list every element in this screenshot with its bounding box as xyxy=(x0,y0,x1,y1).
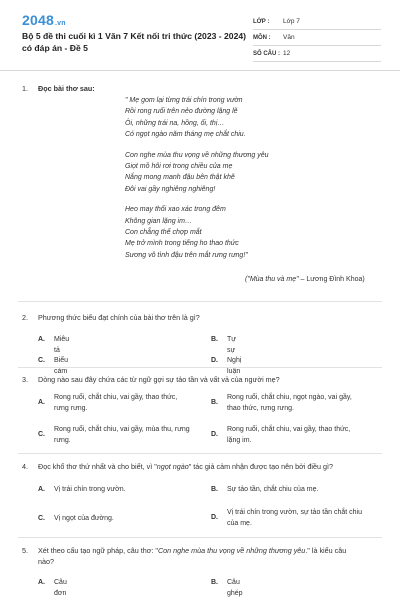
question-text-part: Đọc khổ thơ thứ nhất và cho biết, vì " xyxy=(38,462,157,471)
option-letter: D. xyxy=(211,431,218,438)
question-text-emphasis: Con nghe mùa thu vọng về những thương yêu xyxy=(157,546,306,555)
option-line: Rong ruổi, chắt chiu, ngọt ngào, vai gầy, xyxy=(227,394,352,401)
question-text-part: nào? xyxy=(38,557,54,566)
option-letter: A. xyxy=(38,579,45,586)
exam-meta xyxy=(253,14,381,62)
meta-value[interactable]: Văn xyxy=(283,34,295,41)
poem-line: Heo may thổi xao xác trong đêm xyxy=(125,206,226,214)
meta-row-subject xyxy=(253,30,381,46)
option-line: lặng im. xyxy=(227,437,252,444)
poem-source-author: – Lương Đình Khoa) xyxy=(298,276,365,283)
poem-source xyxy=(245,276,365,283)
question-number: 5. xyxy=(22,546,28,555)
option-text xyxy=(227,507,392,529)
poem-line: Có ngọt ngào năm tháng mẹ chắt chiu. xyxy=(125,131,246,139)
poem-stanza xyxy=(125,95,268,141)
option-text: Vị trái chín trong vườn. xyxy=(54,486,126,493)
option-line: Rong ruổi, chắt chiu, vai gầy, thao thức, xyxy=(54,394,178,401)
meta-value[interactable]: Lớp 7 xyxy=(283,18,300,25)
option-letter: D. xyxy=(211,514,218,521)
poem-stanza xyxy=(125,150,268,196)
option-letter: B. xyxy=(211,579,218,586)
option-letter: A. xyxy=(38,336,45,343)
question-number: 1. xyxy=(22,84,28,93)
poem-line: Giọt mồ hôi rơi trong chiều của mẹ xyxy=(125,163,233,171)
option-line: rưng rưng. xyxy=(54,405,88,412)
option-letter: C. xyxy=(38,515,45,522)
option-line: của mẹ. xyxy=(227,520,252,527)
poem-line: " Mẹ gom lại từng trái chín trong vườn xyxy=(125,97,243,104)
meta-label: SỐ CÂU : xyxy=(253,50,280,57)
poem-line: Con nghe mùa thu vọng về những thương yêu xyxy=(125,151,269,159)
poem-stanza xyxy=(125,204,268,261)
option-text: Sự tảo tần, chắt chiu của mẹ. xyxy=(227,486,319,493)
page-header xyxy=(0,0,400,71)
question-text: Đọc bài thơ sau: xyxy=(38,84,95,93)
option-letter: D. xyxy=(211,357,218,364)
divider xyxy=(18,453,382,454)
option-line: Rong ruổi, chắt chiu, vai gầy, thao thức, xyxy=(227,426,351,433)
meta-label: LỚP : xyxy=(253,18,270,25)
question-number: 4. xyxy=(22,462,28,471)
poem-line: Mẹ trở mình trong tiếng ho thao thức xyxy=(125,240,239,248)
poem-line: Đôi vai gầy nghiêng nghiêng! xyxy=(125,185,216,193)
poem-line: Rồi rong ruổi trên nẻo đường lặng lẽ xyxy=(125,108,238,116)
meta-row-count xyxy=(253,46,381,62)
meta-label: MÔN : xyxy=(253,34,271,41)
question-text xyxy=(38,461,383,472)
option-line: Vị trái chín trong vườn, sự tảo tần chắt chiu xyxy=(227,509,362,516)
question-text-part: " tác giả cảm nhận được tạo nên bởi điều gì? xyxy=(188,462,334,471)
question-text xyxy=(38,545,383,567)
divider xyxy=(18,367,382,368)
option-text xyxy=(227,424,387,446)
option-letter: C. xyxy=(38,431,45,438)
option-text: Tự sự xyxy=(227,336,236,354)
question-text: Phương thức biểu đạt chính của bài thơ trên là gì? xyxy=(38,313,200,322)
poem-source-title: ("Mùa thu và mẹ" xyxy=(245,276,299,283)
logo-text: 2048 xyxy=(22,12,54,28)
option-letter: B. xyxy=(211,486,218,493)
option-text: Câu đơn xyxy=(54,579,67,597)
poem-line: Nắng mong manh đậu bên thật khẽ xyxy=(125,174,235,182)
option-line: Rong ruổi, chắt chiu, vai gầy, mùa thu, rưng xyxy=(54,426,190,433)
option-text xyxy=(54,424,214,446)
poem-line: Con chẳng thể chợp mắt xyxy=(125,229,202,237)
question-number: 3. xyxy=(22,375,28,384)
question-text-part: ." là kiểu câu xyxy=(305,546,347,555)
option-letter: A. xyxy=(38,399,45,406)
option-line: rưng. xyxy=(54,437,71,444)
option-letter: B. xyxy=(211,336,218,343)
question-number: 2. xyxy=(22,313,28,322)
question-text-part: Xét theo cấu tạo ngữ pháp, câu thơ: " xyxy=(38,546,158,555)
meta-row-grade xyxy=(253,14,381,30)
option-letter: B. xyxy=(211,399,218,406)
option-letter: A. xyxy=(38,486,45,493)
option-text: Biểu cảm xyxy=(54,357,69,375)
option-text xyxy=(227,392,387,414)
option-text: Câu ghép xyxy=(227,579,243,597)
meta-value: 12 xyxy=(283,50,291,57)
poem-line: Không gian lặng im… xyxy=(125,217,192,225)
site-logo[interactable] xyxy=(22,12,66,28)
poem-line: Sương vô tình đậu trên mắt rưng rưng!" xyxy=(125,251,248,259)
divider xyxy=(18,537,382,538)
option-text: Vị ngọt của đường. xyxy=(54,515,114,522)
poem xyxy=(125,95,268,270)
option-line: thao thức, rưng rưng. xyxy=(227,405,294,412)
page-title: Bộ 5 đề thi cuối kì 1 Văn 7 Kết nối tri thức (2023 - 2024) có đáp án - Đề 5 xyxy=(22,31,246,53)
logo-suffix: .vn xyxy=(54,20,66,27)
poem-line: Ôi, những trái na, hồng, ổi, thị… xyxy=(125,119,225,127)
option-text: Miêu tả xyxy=(54,336,70,354)
question-text-emphasis: ngọt ngào xyxy=(156,462,189,471)
divider xyxy=(18,301,382,302)
option-text: Nghị luận xyxy=(227,357,242,375)
question-text: Dòng nào sau đây chứa các từ ngữ gợi sự tảo tần và vất vả của người mẹ? xyxy=(38,375,280,384)
option-text xyxy=(54,392,214,414)
option-letter: C. xyxy=(38,357,45,364)
